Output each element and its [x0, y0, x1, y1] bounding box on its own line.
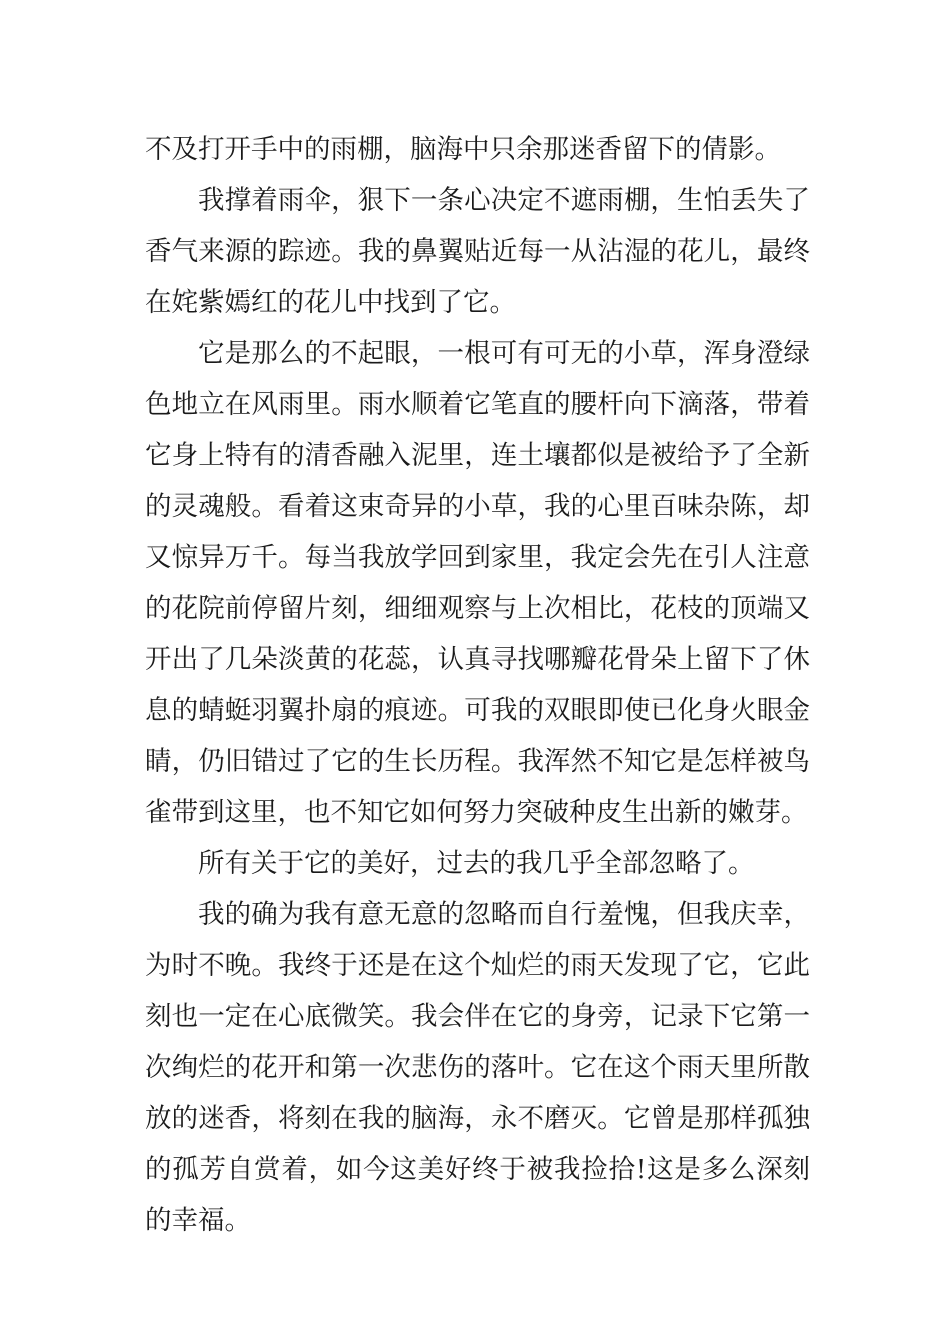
- paragraph-5: 我的确为我有意无意的忽略而自行羞愧，但我庆幸，为时不晚。我终于还是在这个灿烂的雨天发现了它，它此刻也一定在心底微笑。我会伴在它的身旁，记录下它第一次绚烂的花开和第一次悲伤的落叶。它在这个雨天里所散放的迷香，将刻在我的脑海，永不磨灭。它曾是那样孤独的孤芳自赏着，如今这美好终于被我捡拾!这是多么深刻的幸福。: [145, 899, 810, 1236]
- paragraph-4: 所有关于它的美好，过去的我几乎全部忽略了。: [198, 848, 755, 879]
- body-text: [145, 124, 810, 1246]
- paragraph-1: 不及打开手中的雨棚，脑海中只余那迷香留下的倩影。: [145, 134, 781, 165]
- paragraph-3: 它是那么的不起眼，一根可有可无的小草，浑身澄绿色地立在风雨里。雨水顺着它笔直的腰杆向下滴落，带着它身上特有的清香融入泥里，连土壤都似是被给予了全新的灵魂般。看着这束奇异的小草，我的心里百味杂陈，却又惊异万千。每当我放学回到家里，我定会先在引人注意的花院前停留片刻，细细观察与上次相比，花枝的顶端又开出了几朵淡黄的花蕊，认真寻找哪瓣花骨朵上留下了休息的蜻蜓羽翼扑扇的痕迹。可我的双眼即使已化身火眼金睛，仍旧错过了它的生长历程。我浑然不知它是怎样被鸟雀带到这里，也不知它如何努力突破种皮生出新的嫩芽。: [145, 338, 810, 828]
- paragraph-2: 我撑着雨伞，狠下一条心决定不遮雨棚，生怕丢失了香气来源的踪迹。我的鼻翼贴近每一从沾湿的花儿，最终在姹紫嫣红的花儿中找到了它。: [145, 185, 810, 318]
